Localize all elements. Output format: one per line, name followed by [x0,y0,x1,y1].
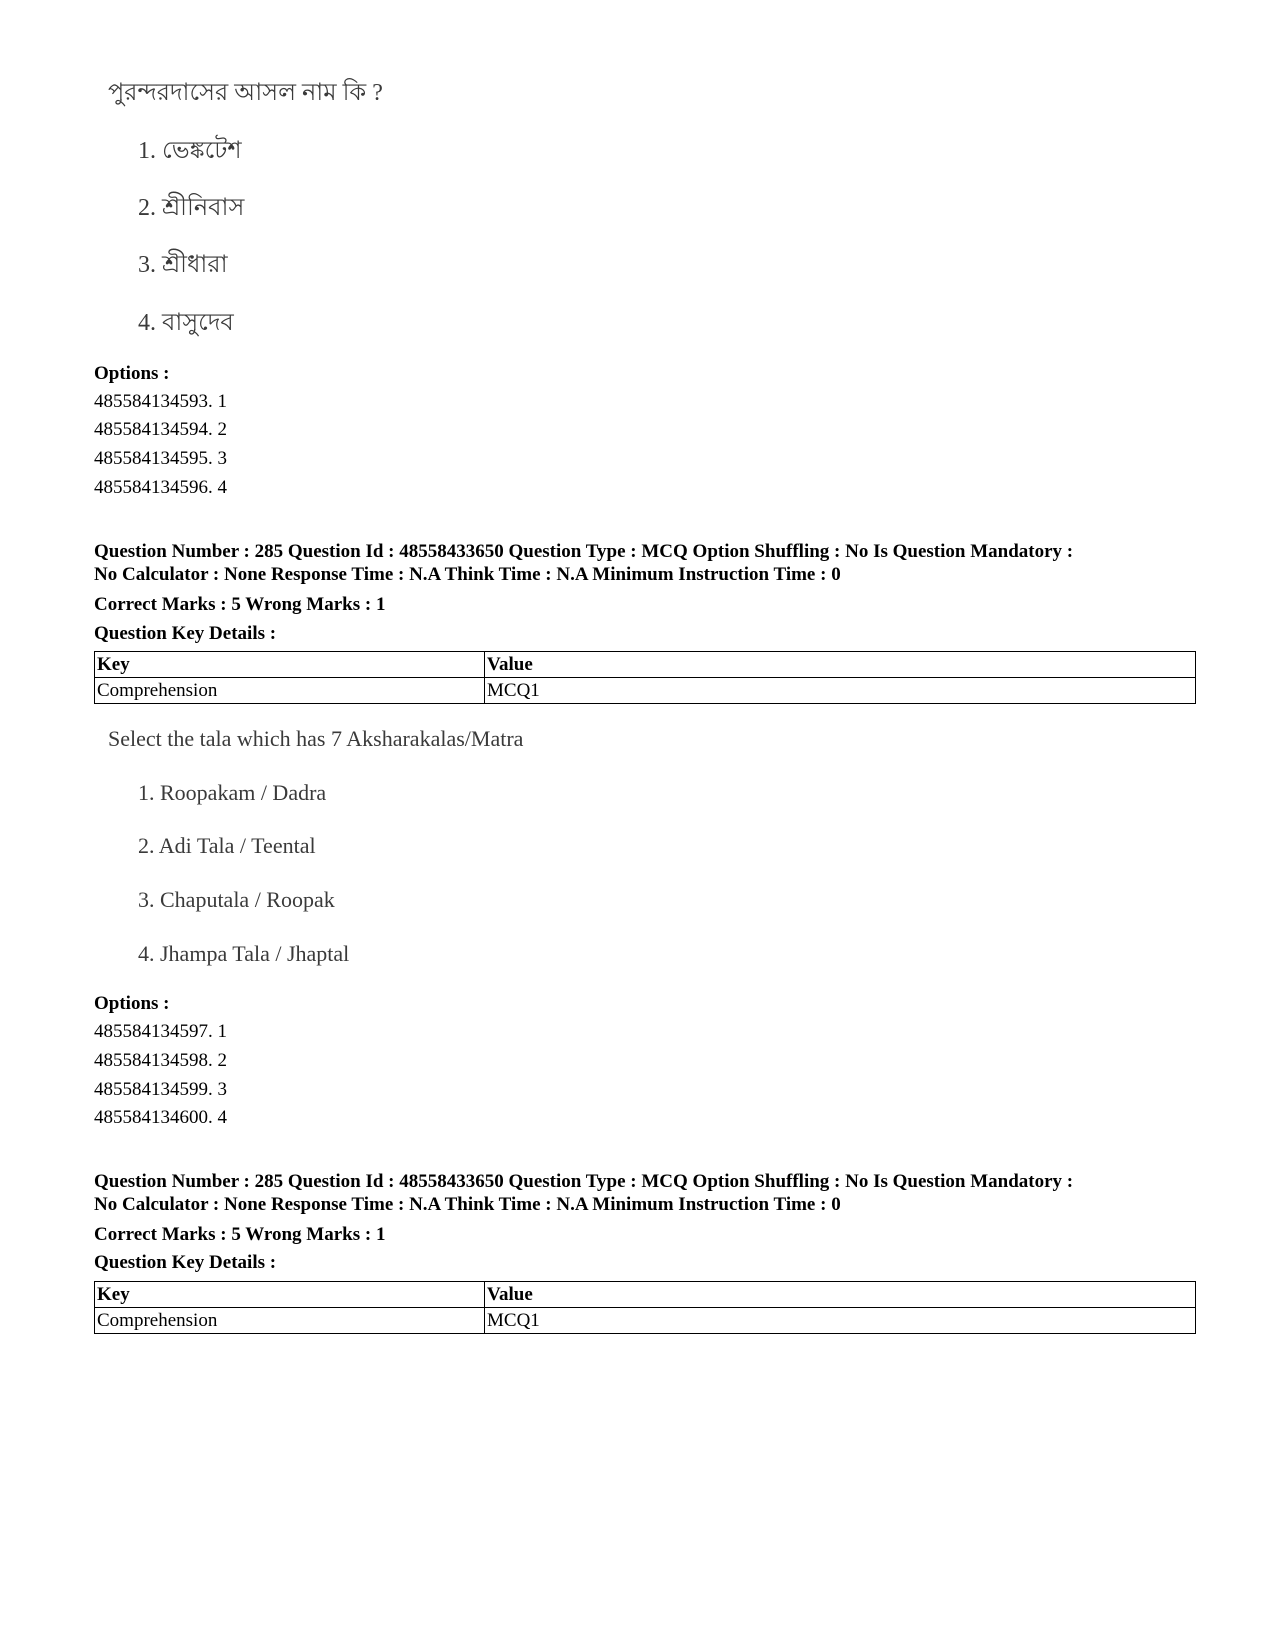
table-header-row [95,652,1196,678]
question-meta-line-2: No Calculator : None Response Time : N.A Think Time : N.A Minimum Instruction Time : 0 [94,1194,841,1215]
question-image-english [108,726,588,966]
option-id-line: 485584134593. 1 [94,391,227,412]
question-meta [94,1170,1204,1216]
question-option-3: 3. শ্রীধারা [138,252,228,278]
options-label: Options : [94,993,170,1014]
option-id-line: 485584134596. 4 [94,477,227,498]
question-meta-line-1: Question Number : 285 Question Id : 48558433650 Question Type : MCQ Option Shuffling : No Is Question Mandatory : [94,541,1074,562]
table-header-key: Key [95,652,485,678]
question-meta-line-2: No Calculator : None Response Time : N.A Think Time : N.A Minimum Instruction Time : 0 [94,564,841,585]
table-row [95,1308,1196,1334]
question-stem: Select the tala which has 7 Aksharakalas/Matra [108,726,524,751]
question-option-2: 2. শ্রীনিবাস [138,195,245,221]
table-cell-key: Comprehension [95,1308,485,1334]
key-details-label: Question Key Details : [94,623,277,644]
table-header-row [95,1282,1196,1308]
marks-line: Correct Marks : 5 Wrong Marks : 1 [94,594,386,615]
table-cell-value: MCQ1 [485,678,1196,704]
key-details-label: Question Key Details : [94,1252,277,1273]
option-id-line: 485584134598. 2 [94,1050,227,1071]
question-option-4: 4. Jhampa Tala / Jhaptal [138,941,350,966]
option-id-line: 485584134597. 1 [94,1021,227,1042]
table-header-key: Key [95,1282,485,1308]
table-header-value: Value [485,1282,1196,1308]
table-cell-key: Comprehension [95,678,485,704]
table-cell-value: MCQ1 [485,1308,1196,1334]
options-label: Options : [94,363,170,384]
option-id-line: 485584134599. 3 [94,1079,227,1100]
question-stem: পুরন্দরদাসের আসল নাম কি ? [108,80,383,106]
key-details-table [94,1281,1196,1334]
table-header-value: Value [485,652,1196,678]
marks-line: Correct Marks : 5 Wrong Marks : 1 [94,1224,386,1245]
question-meta [94,540,1204,586]
option-id-line: 485584134600. 4 [94,1107,227,1128]
question-option-2: 2. Adi Tala / Teental [138,833,316,858]
option-id-line: 485584134595. 3 [94,448,227,469]
question-option-1: 1. Roopakam / Dadra [138,780,327,805]
key-details-table [94,651,1196,704]
option-id-line: 485584134594. 2 [94,419,227,440]
question-option-3: 3. Chaputala / Roopak [138,887,335,912]
question-image-bengali [108,80,508,350]
table-row [95,678,1196,704]
question-option-1: 1. ভেঙ্কটেশ [138,138,242,164]
question-option-4: 4. বাসুদেব [138,310,234,336]
question-meta-line-1: Question Number : 285 Question Id : 48558433650 Question Type : MCQ Option Shuffling : No Is Question Mandatory : [94,1171,1074,1192]
